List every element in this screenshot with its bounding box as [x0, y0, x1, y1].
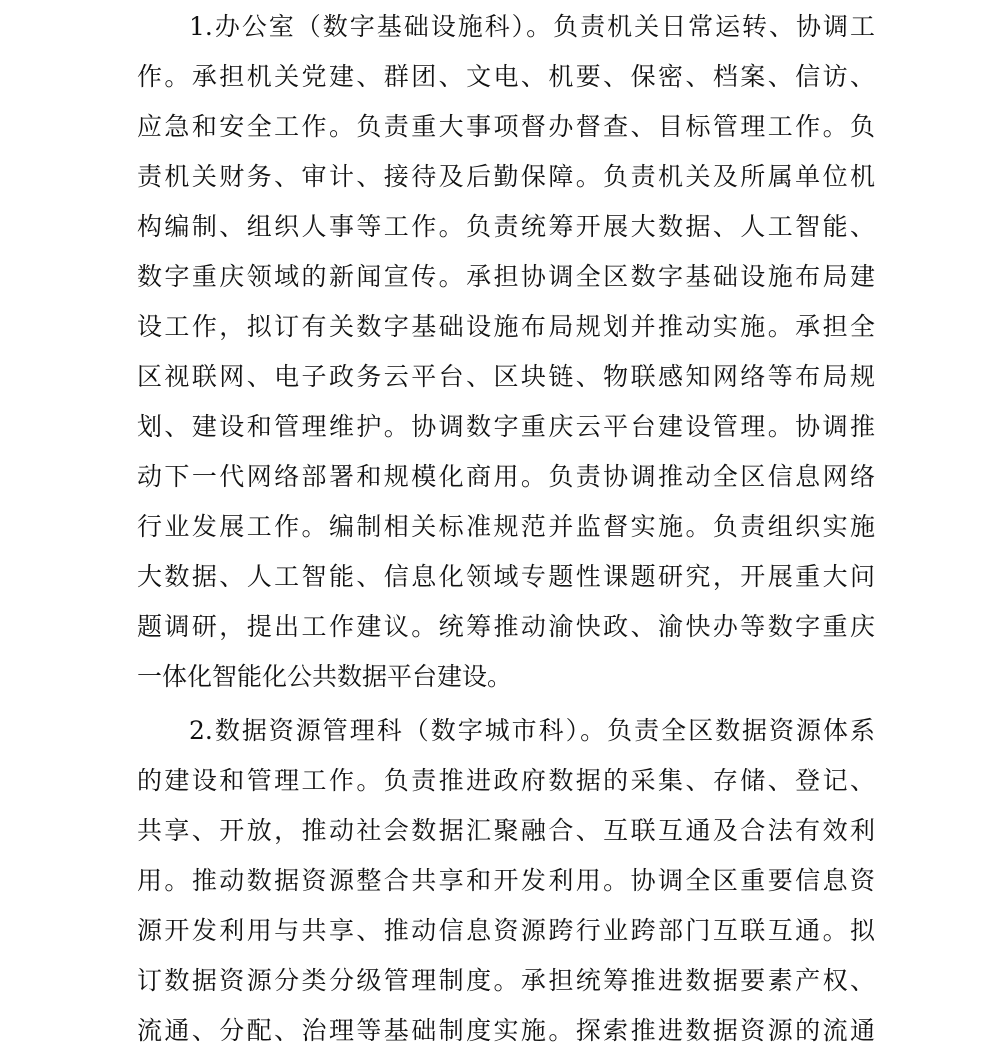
paragraph-line: 数字重庆领域的新闻宣传。承担协调全区数字基础设施布局建: [137, 262, 875, 291]
paragraph-line: 行业发展工作。编制相关标准规范并监督实施。负责组织实施: [137, 512, 875, 541]
paragraph-line: 订数据资源分类分级管理制度。承担统筹推进数据要素产权、: [137, 966, 875, 995]
paragraph-line: 大数据、人工智能、信息化领域专题性课题研究，开展重大问: [137, 562, 875, 591]
paragraph-line: 设工作，拟订有关数字基础设施布局规划并推动实施。承担全: [137, 312, 875, 341]
paragraph-line: 作。承担机关党建、群团、文电、机要、保密、档案、信访、: [137, 62, 875, 91]
paragraph-data-resources: [137, 706, 875, 1056]
paragraph-office: [137, 2, 875, 702]
paragraph-line: 流通、分配、治理等基础制度实施。探索推进数据资源的流通: [137, 1016, 875, 1045]
paragraph-line: 动下一代网络部署和规模化商用。负责协调推动全区信息网络: [137, 462, 875, 491]
paragraph-line: 一体化智能化公共数据平台建设。: [137, 662, 513, 691]
paragraph-line: 1.办公室（数字基础设施科）。负责机关日常运转、协调工: [189, 12, 875, 41]
paragraph-line: 的建设和管理工作。负责推进政府数据的采集、存储、登记、: [137, 766, 875, 795]
paragraph-line: 源开发利用与共享、推动信息资源跨行业跨部门互联互通。拟: [137, 916, 875, 945]
paragraph-line: 2.数据资源管理科（数字城市科）。负责全区数据资源体系: [189, 716, 875, 745]
paragraph-line: 共享、开放，推动社会数据汇聚融合、互联互通及合法有效利: [137, 816, 875, 845]
paragraph-line: 区视联网、电子政务云平台、区块链、物联感知网络等布局规: [137, 362, 875, 391]
paragraph-line: 责机关财务、审计、接待及后勤保障。负责机关及所属单位机: [137, 162, 875, 191]
paragraph-line: 划、建设和管理维护。协调数字重庆云平台建设管理。协调推: [137, 412, 875, 441]
paragraph-line: 题调研，提出工作建议。统筹推动渝快政、渝快办等数字重庆: [137, 612, 875, 641]
paragraph-line: 应急和安全工作。负责重大事项督办督查、目标管理工作。负: [137, 112, 875, 141]
paragraph-line: 用。推动数据资源整合共享和开发利用。协调全区重要信息资: [137, 866, 875, 895]
paragraph-line: 构编制、组织人事等工作。负责统筹开展大数据、人工智能、: [137, 212, 875, 241]
